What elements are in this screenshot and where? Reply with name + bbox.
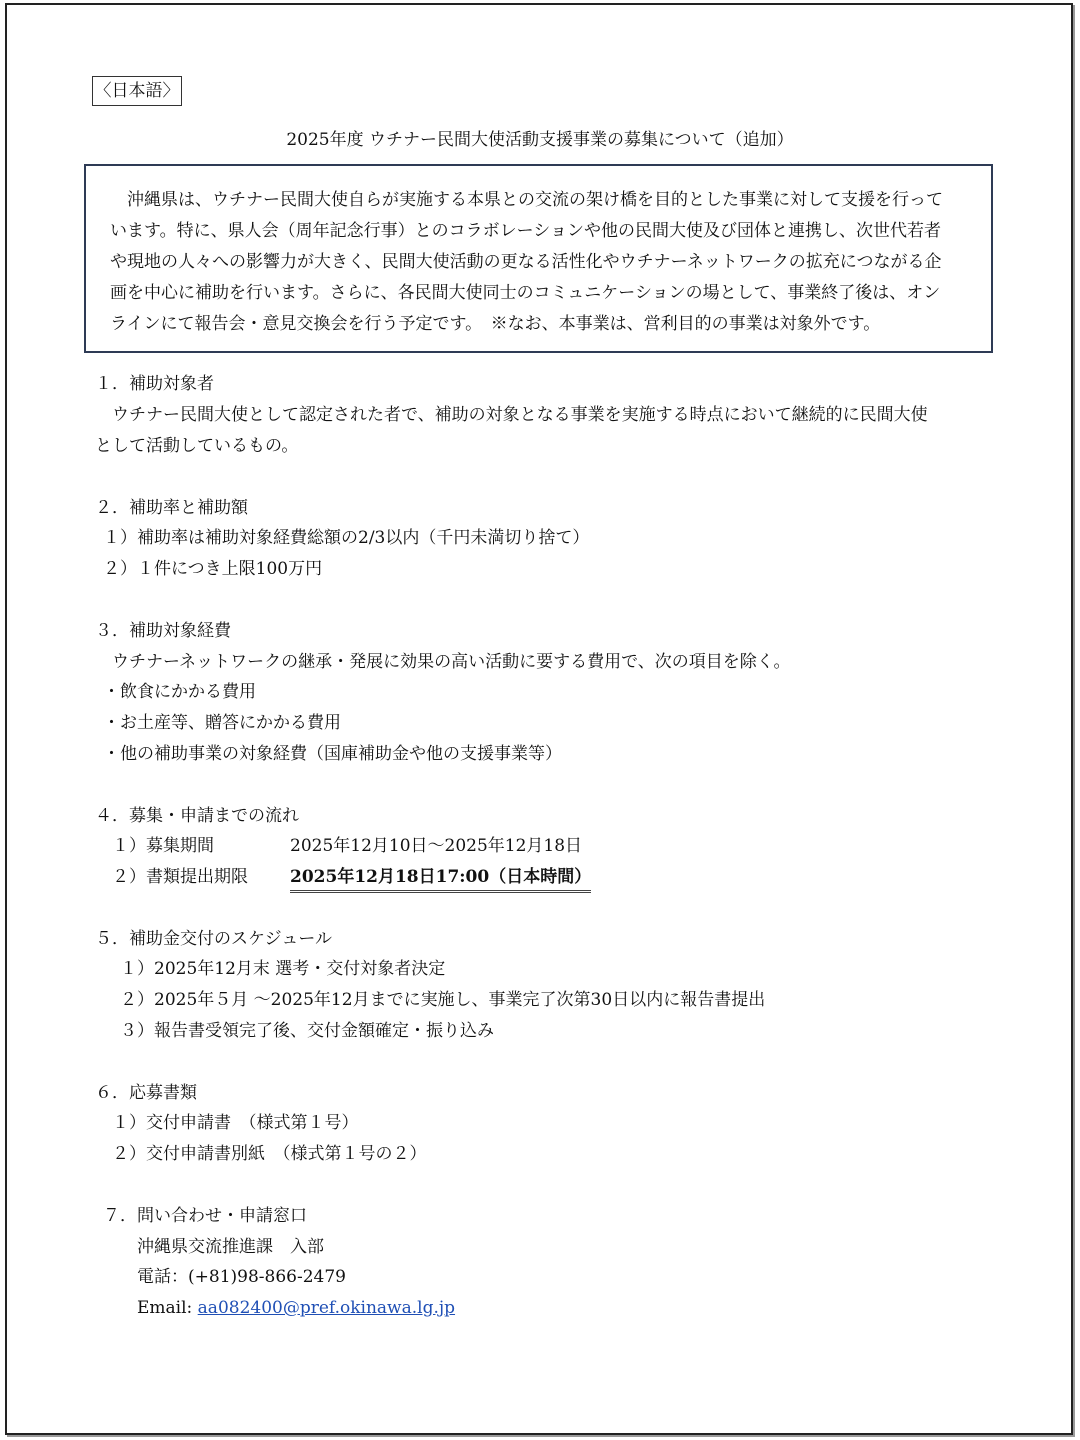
section-2-heading: ２．補助率と補助額 xyxy=(95,498,248,518)
section-1-line: として活動しているもの。 xyxy=(95,436,299,456)
recruitment-period-label: １）募集期間 xyxy=(112,836,214,856)
section-1-line: ウチナー民間大使として認定された者で、補助の対象となる事業を実施する時点において継続的に民間大使 xyxy=(95,405,928,425)
section-4-heading: ４．募集・申請までの流れ xyxy=(95,806,299,826)
contact-email-row xyxy=(137,1296,455,1320)
section-3-heading: ３．補助対象経費 xyxy=(95,621,231,641)
section-2-item: ２）１件につき上限100万円 xyxy=(103,559,323,579)
contact-department: 沖縄県交流推進課 入部 xyxy=(137,1237,324,1257)
page-title: 2025年度 ウチナー民間大使活動支援事業の募集について（追加） xyxy=(286,130,794,150)
section-3-item: ・お土産等、贈答にかかる費用 xyxy=(103,713,341,733)
intro-line: 沖縄県は、ウチナー民間大使自らが実施する本県との交流の架け橋を目的とした事業に対して支援を行って xyxy=(110,190,943,210)
contact-phone: 電話：(+81)98-866-2479 xyxy=(137,1267,346,1287)
section-3-desc: ウチナーネットワークの継承・発展に効果の高い活動に要する費用で、次の項目を除く。 xyxy=(112,652,791,672)
section-1-heading: １．補助対象者 xyxy=(95,374,214,394)
language-tag: 〈日本語〉 xyxy=(92,76,182,106)
email-link[interactable]: aa082400@pref.okinawa.lg.jp xyxy=(197,1298,456,1318)
section-5-item: ３）報告書受領完了後、交付金額確定・振り込み xyxy=(120,1021,494,1041)
section-5-item: １）2025年12月末 選考・交付対象者決定 xyxy=(120,959,446,979)
section-7-heading: ７．問い合わせ・申請窓口 xyxy=(103,1206,307,1226)
intro-line: ラインにて報告会・意見交換会を行う予定です。 ※なお、本事業は、営利目的の事業は対象外です。 xyxy=(110,314,881,334)
intro-line: 画を中心に補助を行います。さらに、各民間大使同士のコミュニケーションの場として、事業終了後は、オン xyxy=(110,283,941,303)
section-5-item: ２）2025年５月 ～2025年12月までに実施し、事業完了次第30日以内に報告書提出 xyxy=(120,990,766,1010)
section-6-item: ２）交付申請書別紙 （様式第１号の２） xyxy=(112,1144,427,1164)
section-3-item: ・飲食にかかる費用 xyxy=(103,682,256,702)
deadline-label: ２）書類提出期限 xyxy=(112,867,248,887)
intro-box xyxy=(84,164,993,353)
section-3-item: ・他の補助事業の対象経費（国庫補助金や他の支援事業等） xyxy=(103,744,562,764)
intro-line: います。特に、県人会（周年記念行事）とのコラボレーションや他の民間大使及び団体と連携し、次世代若者 xyxy=(110,221,941,241)
recruitment-period-value: 2025年12月10日～2025年12月18日 xyxy=(290,836,583,856)
email-label: Email: xyxy=(137,1298,198,1318)
section-2-item: １）補助率は補助対象経費総額の2/3以内（千円未満切り捨て） xyxy=(103,528,590,548)
section-6-heading: ６．応募書類 xyxy=(95,1083,197,1103)
section-6-item: １）交付申請書 （様式第１号） xyxy=(112,1113,359,1133)
section-5-heading: ５．補助金交付のスケジュール xyxy=(95,929,332,949)
deadline-value: 2025年12月18日17:00（日本時間） xyxy=(290,865,591,893)
intro-line: や現地の人々への影響力が大きく、民間大使活動の更なる活性化やウチナーネットワークの拡充につながる企 xyxy=(110,252,942,272)
